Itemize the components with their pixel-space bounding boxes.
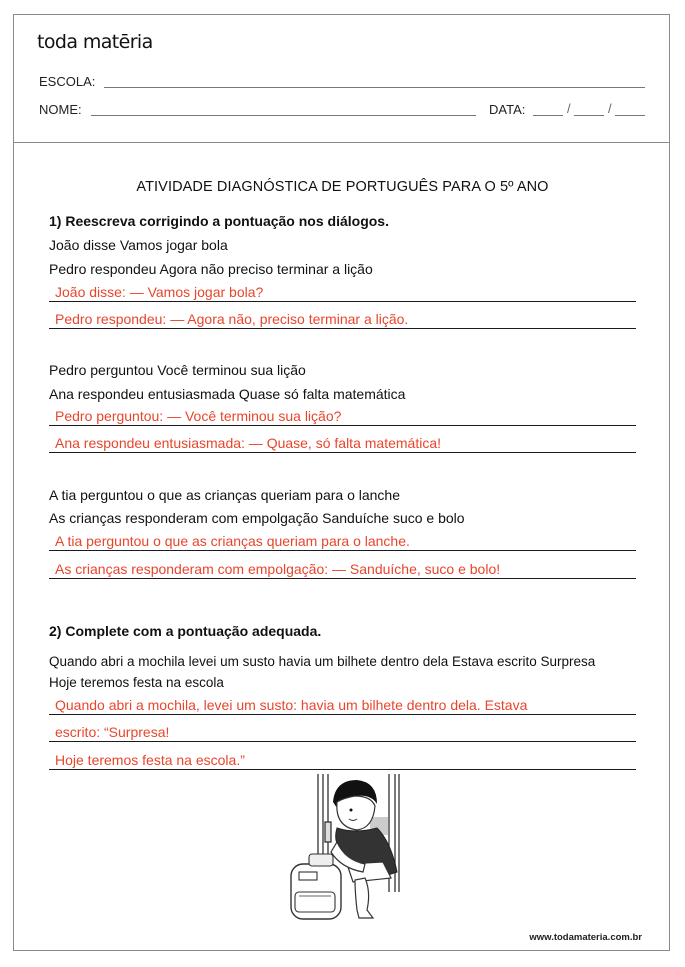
answer-text: escrito: “Surpresa! bbox=[55, 724, 170, 740]
answer-line[interactable] bbox=[49, 527, 636, 551]
prompt-line: Pedro respondeu Agora não preciso terminar a lição bbox=[49, 261, 373, 277]
prompt-line: João disse Vamos jogar bola bbox=[49, 237, 228, 253]
date-month-field[interactable] bbox=[574, 115, 604, 116]
date-year-field[interactable] bbox=[615, 115, 645, 116]
answer-line[interactable] bbox=[49, 429, 636, 453]
boy-with-backpack-illustration bbox=[285, 772, 425, 927]
answer-line[interactable] bbox=[49, 555, 636, 579]
name-label: NOME: bbox=[39, 102, 82, 117]
answer-line[interactable] bbox=[49, 305, 636, 329]
school-label: ESCOLA: bbox=[39, 74, 96, 89]
question-2-heading: 2) Complete com a pontuação adequada. bbox=[49, 623, 322, 639]
prompt-line: Quando abri a mochila levei um susto havia um bilhete dentro dela Estava escrito Surpresa bbox=[49, 654, 596, 669]
school-field[interactable] bbox=[104, 87, 645, 88]
answer-text: Ana respondeu entusiasmada: — Quase, só falta matemática! bbox=[55, 435, 441, 451]
brand-logo: toda matēria bbox=[37, 31, 153, 53]
answer-text: João disse: — Vamos jogar bola? bbox=[55, 284, 264, 300]
boy-face bbox=[337, 796, 375, 830]
answer-text: Quando abri a mochila, levei um susto: havia um bilhete dentro dela. Estava bbox=[55, 697, 528, 713]
date-day-field[interactable] bbox=[533, 115, 563, 116]
prompt-line: Ana respondeu entusiasmada Quase só falta matemática bbox=[49, 386, 406, 402]
prompt-line: A tia perguntou o que as crianças queriam para o lanche bbox=[49, 487, 401, 503]
answer-line[interactable] bbox=[49, 691, 636, 715]
header-divider bbox=[13, 142, 670, 143]
backpack-icon bbox=[291, 854, 341, 919]
door-handle bbox=[325, 822, 331, 842]
page-title: ATIVIDADE DIAGNÓSTICA DE PORTUGUÊS PARA O 5º ANO bbox=[136, 179, 549, 195]
answer-text: Pedro respondeu: — Agora não, preciso terminar a lição. bbox=[55, 311, 409, 327]
answer-text: A tia perguntou o que as crianças queriam para o lanche. bbox=[55, 533, 410, 549]
question-1-heading: 1) Reescreva corrigindo a pontuação nos diálogos. bbox=[49, 213, 389, 229]
prompt-line: Hoje teremos festa na escola bbox=[49, 675, 224, 690]
date-separator: / bbox=[567, 101, 571, 116]
prompt-line: Pedro perguntou Você terminou sua lição bbox=[49, 362, 306, 378]
answer-text: As crianças responderam com empolgação: — Sanduíche, suco e bolo! bbox=[55, 561, 501, 577]
date-label: DATA: bbox=[489, 102, 526, 117]
name-field[interactable] bbox=[91, 115, 476, 116]
answer-line[interactable] bbox=[49, 746, 636, 770]
answer-line[interactable] bbox=[49, 402, 636, 426]
answer-line[interactable] bbox=[49, 718, 636, 742]
answer-text: Hoje teremos festa na escola.” bbox=[55, 752, 245, 768]
website-url[interactable]: www.todamateria.com.br bbox=[529, 932, 642, 943]
prompt-line: As crianças responderam com empolgação Sanduíche suco e bolo bbox=[49, 510, 465, 526]
date-separator: / bbox=[608, 101, 612, 116]
answer-text: Pedro perguntou: — Você terminou sua lição? bbox=[55, 408, 342, 424]
answer-line[interactable] bbox=[49, 278, 636, 302]
